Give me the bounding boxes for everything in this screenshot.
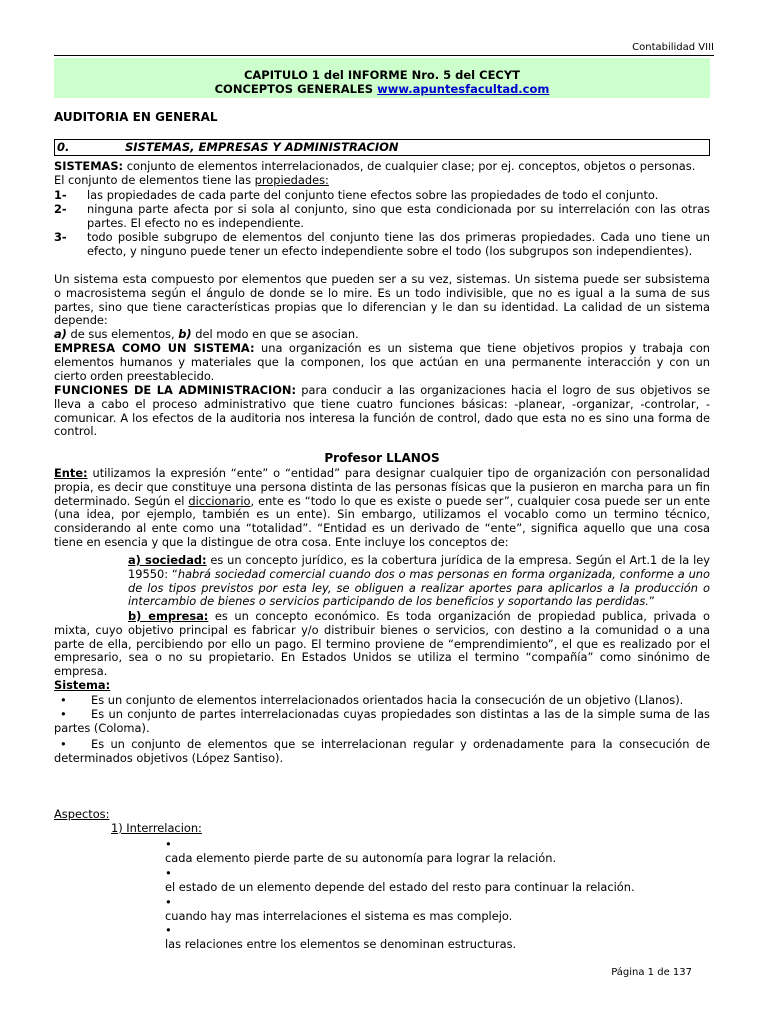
- aspectos-label: Aspectos:: [54, 807, 110, 821]
- bullet-icon: •: [165, 837, 172, 851]
- sociedad-paragraph: a) sociedad: es un concepto jurídico, es la cobertura jurídica de la empresa. Según el Art.1 de la ley 19550: “habrá sociedad comercial cuando dos o mas personas en forma organizada, conforme a uno de los tipos previstos por esta ley, se obliguen a realizar aportes para aplicarlos a la producción o intercambio de bienes o servicios participando de los beneficios y soportando las perdidas.”: [128, 553, 710, 609]
- main-heading: AUDITORIA EN GENERAL: [54, 110, 218, 124]
- ente-paragraph: Ente: utilizamos la expresión “ente” o “entidad” para designar cualquier tipo de organización con personalidad propia, es decir que constituye una persona distinta de las personas físicas que la pusieron en marcha para un fin determinado. Según el diccionario, ente es “todo lo que es existe o puede ser”, cualquier cosa puede ser un ente (una idea, por ejemplo, también es un ente). Sin embargo, utilizamos el vocablo como un termino técnico, considerando al ente como una “totalidad”. “Entidad es un derivado de “ente”, significa aquello que una cosa tiene en esencia y que la distingue de otra cosa. Ente incluye los conceptos de:: [54, 466, 711, 549]
- bullet-icon: •: [60, 737, 67, 751]
- property-item: 2- ninguna parte afecta por si sola al conjunto, sino que esta condicionada por su interrelación con las otras partes. El efecto no es independiente.: [54, 202, 710, 230]
- list-item: • Es un conjunto de partes interrelacionadas cuyas propiedades son distintas a las de la simple suma de las partes (Coloma).: [54, 707, 710, 735]
- chapter-subtitle: CONCEPTOS GENERALES www.apuntesfacultad.com: [214, 82, 550, 96]
- profesor-heading: Profesor LLANOS: [324, 451, 440, 465]
- sistema-description: Un sistema esta compuesto por elementos que pueden ser a su vez, sistemas. Un sistema puede ser subsistema o macrosistema según el ángulo de donde se lo mire. Es un todo indivisible, que no es igual a la suma de sus partes, sino que tiene características propias que lo diferencian y le dan su identidad. La calidad de un sistema depende: a) de sus elementos, b) del modo en que se asocian.: [54, 272, 710, 342]
- page-number: Página 1 de 137: [611, 967, 692, 978]
- bullet-icon: •: [165, 895, 172, 909]
- section-title: SISTEMAS, EMPRESAS Y ADMINISTRACION: [125, 140, 399, 154]
- sistema-defs-label: Sistema:: [54, 678, 111, 692]
- list-item: • el estado de un elemento depende del estado del resto para continuar la relación.: [165, 866, 635, 894]
- bullet-icon: •: [165, 866, 172, 880]
- list-item: • Es un conjunto de elementos interrelacionados orientados hacia la consecución de un objetivo (Llanos).: [54, 694, 710, 708]
- header-rule: [54, 55, 714, 56]
- running-header: Contabilidad VIII: [632, 42, 714, 53]
- property-item: 3- todo posible subgrupo de elementos del conjunto tiene las dos primeras propiedades. Cada uno tiene un efecto, y ninguno puede tener un efecto independiente sobre el todo (los subgrupos son independientes).: [54, 230, 710, 258]
- list-item: • las relaciones entre los elementos se denominan estructuras.: [165, 923, 517, 951]
- list-item: • cuando hay mas interrelaciones el sistema es mas complejo.: [165, 895, 513, 923]
- funciones-paragraph: FUNCIONES DE LA ADMINISTRACION: para conducir a las organizaciones hacia el logro de sus objetivos se lleva a cabo el proceso administrativo que tiene cuatro funciones básicas: -planear, -organizar, -controlar, -comunicar. A los efectos de la auditoria nos interesa la función de control, dado que esta no es sino una forma de control.: [54, 383, 710, 439]
- list-item: • cada elemento pierde parte de su autonomía para lograr la relación.: [165, 837, 557, 865]
- bullet-icon: •: [60, 707, 67, 721]
- website-link[interactable]: www.apuntesfacultad.com: [377, 82, 550, 96]
- sistemas-paragraph: SISTEMAS: conjunto de elementos interrelacionados, de cualquier clase; por ej. conceptos, objetos o personas. El conjunto de elementos tiene las propiedades:: [54, 159, 696, 187]
- chapter-title-box: [54, 58, 710, 98]
- empresa-paragraph: EMPRESA COMO UN SISTEMA: una organización es un sistema que tiene objetivos propios y trabaja con elementos humanos y materiales que la componen, los que actúan en una permanente interacción y con un cierto orden preestablecido.: [54, 341, 711, 383]
- chapter-title: CAPITULO 1 del INFORME Nro. 5 del CECYT: [243, 68, 521, 82]
- property-item: 1- las propiedades de cada parte del conjunto tiene efectos sobre las propiedades de todo el conjunto.: [54, 188, 659, 202]
- interrelacion-label: 1) Interrelacion:: [111, 821, 202, 835]
- empresa-b-paragraph: b) empresa: es un concepto económico. Es toda organización de propiedad publica, privada o mixta, cuyo objetivo principal es fabricar y/o distribuir bienes o servicios, con destino a la comunidad o a una parte de ella, percibiendo por ello un pago. El termino proviene de “emprendimiento”, el que es realizado por el empresario, sea o no su propietario. En Estados Unidos se utiliza el termino “compañía” como sinónimo de empresa.: [54, 609, 711, 679]
- bullet-icon: •: [60, 693, 67, 707]
- section-number: 0.: [57, 140, 70, 154]
- list-item: • Es un conjunto de elementos que se interrelacionan regular y ordenadamente para la consecución de determinados objetivos (López Santiso).: [54, 737, 710, 765]
- bullet-icon: •: [165, 923, 172, 937]
- section-heading-box: [54, 139, 710, 156]
